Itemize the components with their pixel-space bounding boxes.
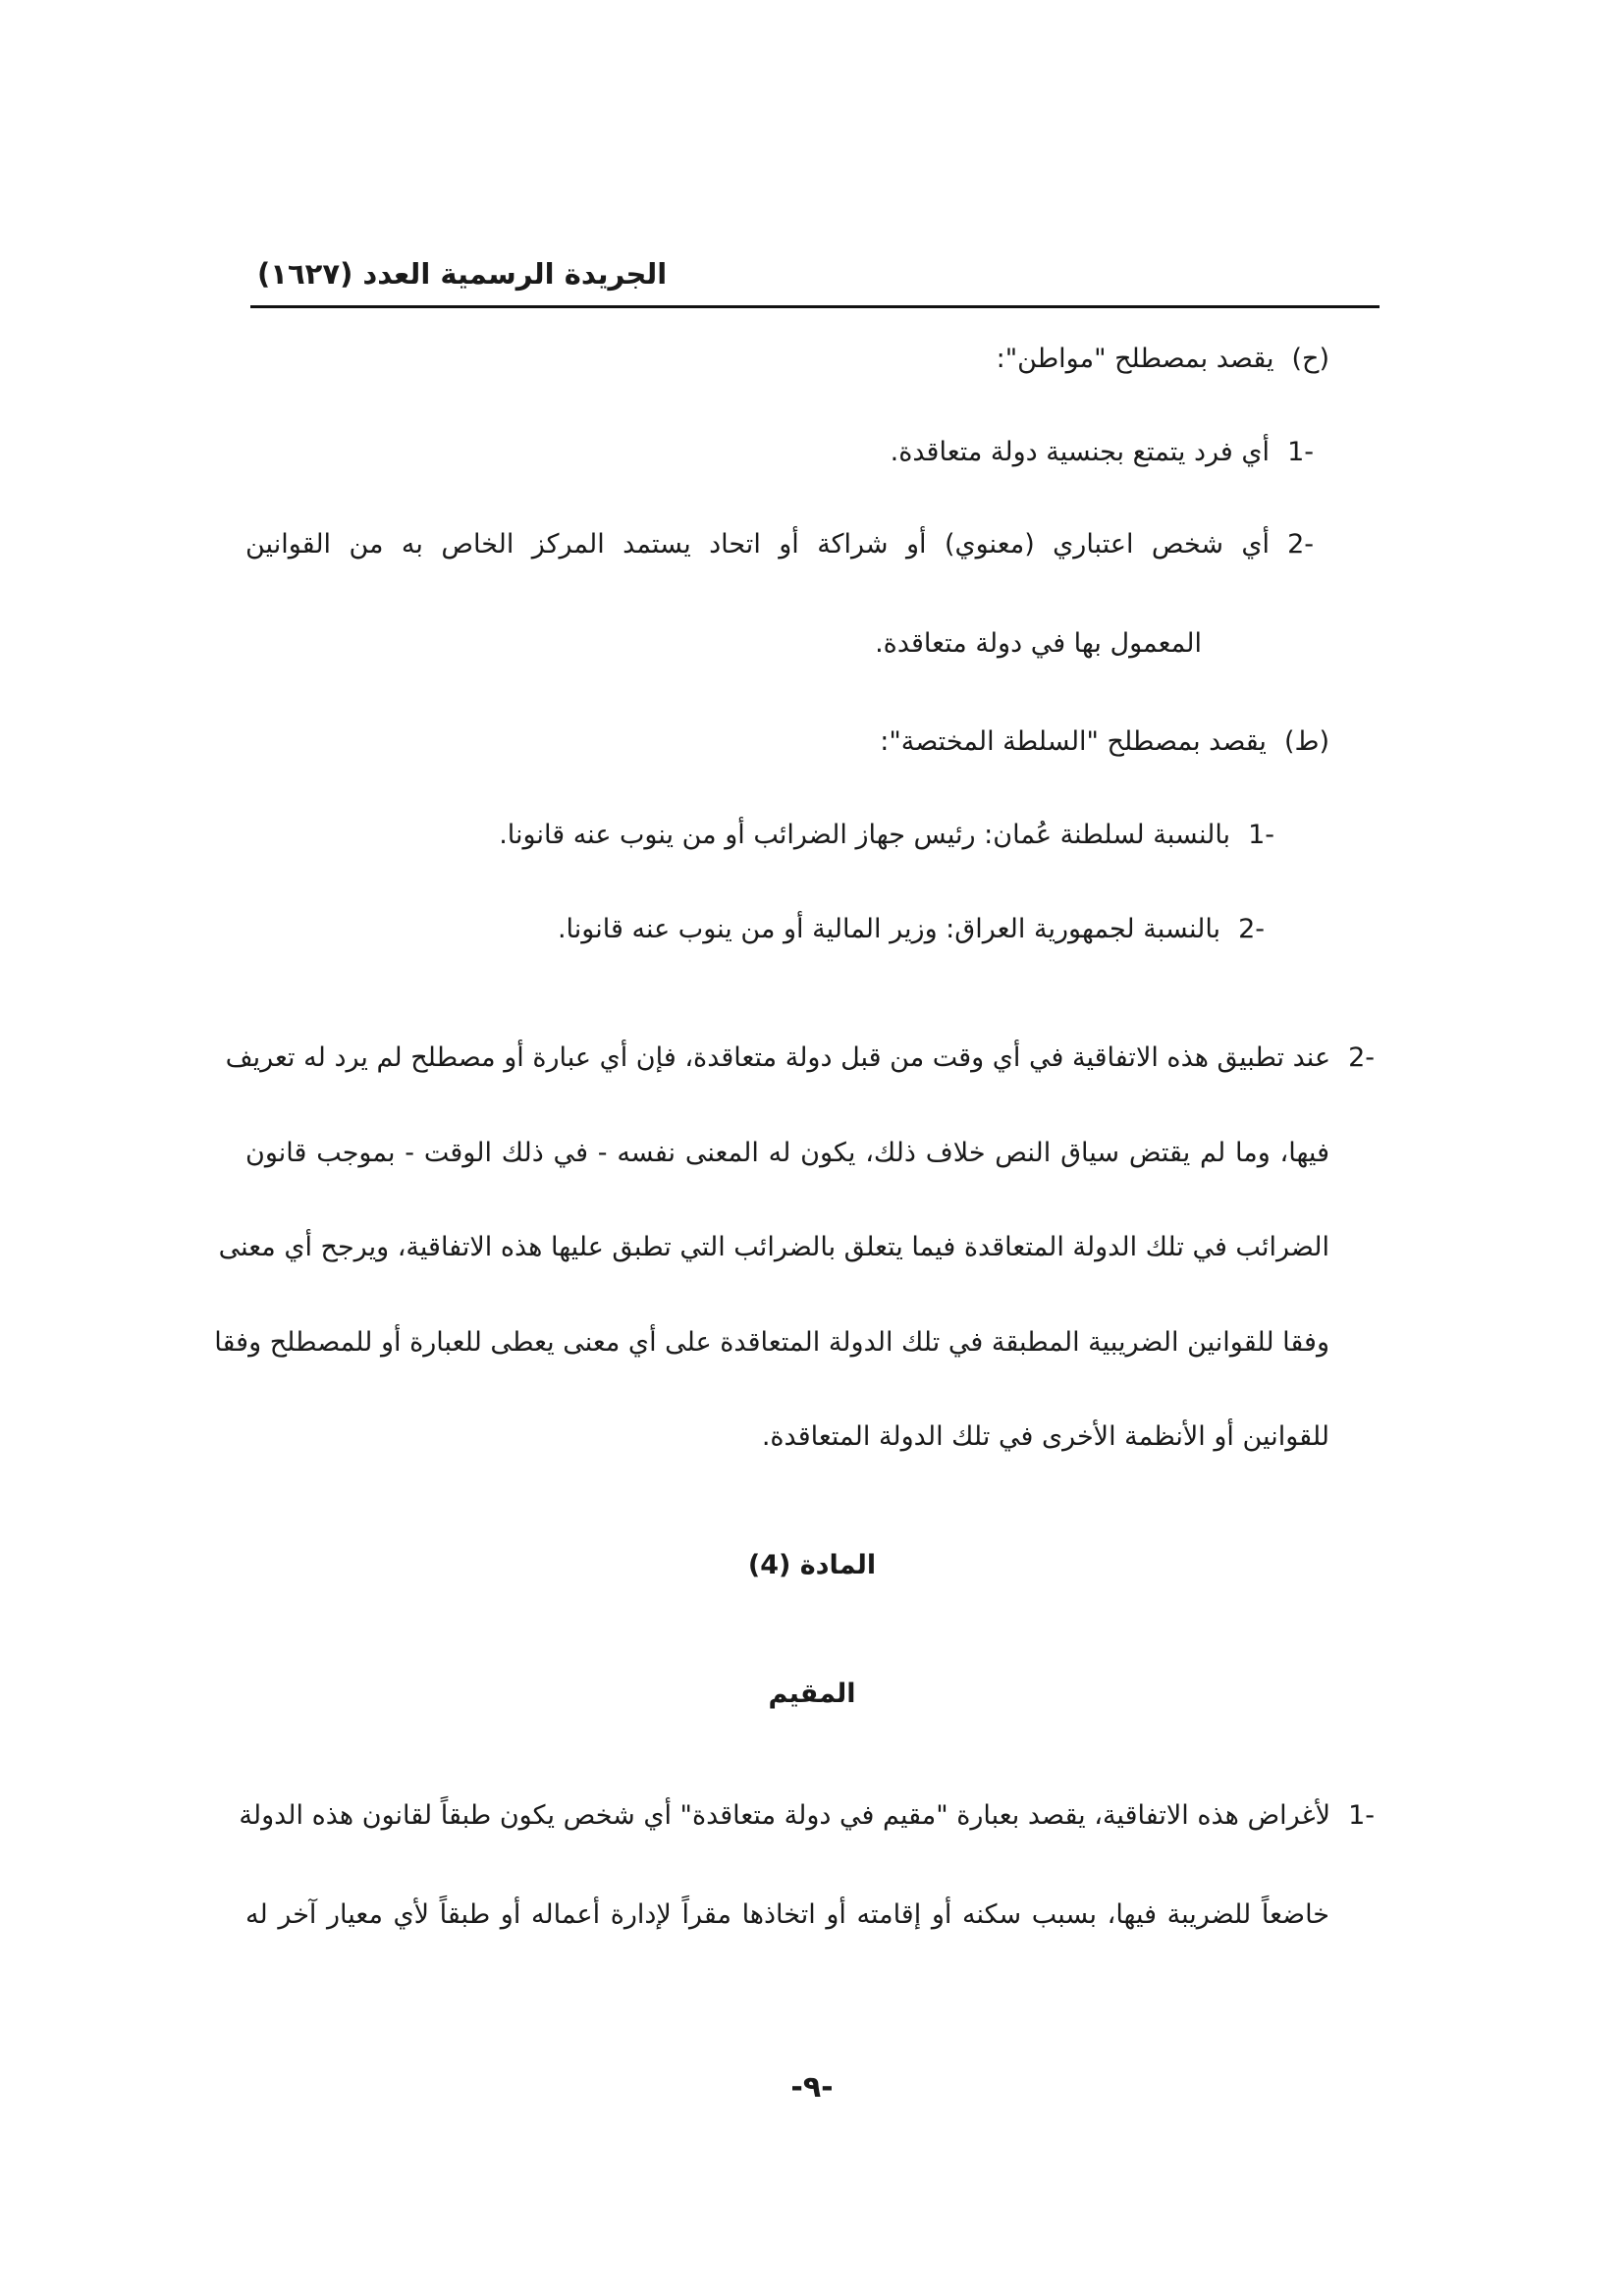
item-t-2 [558, 910, 1265, 949]
para-2-line-4: وفقا للقوانين الضريبية المطبقة في تلك الدولة المتعاقدة على أي معنى يعطى للعبارة أو للمصطلح وفقا [214, 1327, 1329, 1358]
item-t-text: يقصد بمصطلح "السلطة المختصة": [880, 726, 1267, 757]
article-subtitle: المقيم [768, 1679, 856, 1709]
item-t-label: (ط) [1283, 726, 1329, 757]
item-h-1 [891, 433, 1314, 472]
item-h-2-line-1 [245, 525, 1314, 564]
item-h-1-text: أي فرد يتمتع بجنسية دولة متعاقدة. [890, 437, 1271, 467]
art4-para-1-text-1: لأغراض هذه الاتفاقية، يقصد بعبارة "مقيم في دولة متعاقدة" أي شخص يكون طبقاً لقانون هذه الدولة [239, 1800, 1331, 1831]
para-2-number: -2 [1348, 1042, 1375, 1073]
item-t-1-text: بالنسبة لسلطنة عُمان: رئيس جهاز الضرائب أو من ينوب عنه قانونا. [499, 820, 1231, 850]
art4-para-1-number: -1 [1348, 1800, 1375, 1831]
item-t-1-number: -1 [1248, 820, 1274, 850]
item-h-2-text-1: أي شخص اعتباري (معنوي) أو شراكة أو اتحاد يستمد المركز الخاص به من القوانين [245, 529, 1271, 560]
para-2-line-2: فيها، وما لم يقتض سياق النص خلاف ذلك، يكون له المعنى نفسه - في ذلك الوقت - بموجب قانون [245, 1138, 1329, 1168]
para-2-text-1: عند تطبيق هذه الاتفاقية في أي وقت من قبل دولة متعاقدة، فإن أي عبارة أو مصطلح لم يرد له تعريف [225, 1042, 1331, 1073]
para-2-line-1 [225, 1039, 1375, 1078]
item-t [880, 722, 1329, 762]
page-number: -٩- [790, 2070, 834, 2105]
para-2-line-5: للقوانين أو الأنظمة الأخرى في تلك الدولة المتعاقدة. [761, 1421, 1329, 1452]
item-h-text: يقصد بمصطلح "مواطن": [996, 344, 1274, 374]
item-t-2-text: بالنسبة لجمهورية العراق: وزير المالية أو من ينوب عنه قانونا. [557, 914, 1221, 944]
item-t-2-number: -2 [1238, 914, 1265, 944]
item-h-2-number: -2 [1287, 529, 1314, 560]
gazette-header-title: الجريدة الرسمية العدد (١٦٢٧) [257, 257, 668, 291]
art4-para-1-line-1 [239, 1796, 1375, 1836]
item-h-label: (ح) [1291, 344, 1329, 374]
art4-para-1-line-2: خاضعاً للضريبة فيها، بسبب سكنه أو إقامته أو اتخاذها مقراً لإدارة أعماله أو طبقاً لأي معيار آخر له [245, 1899, 1329, 1930]
article-title: المادة (4) [747, 1550, 877, 1580]
item-t-1 [499, 816, 1274, 855]
para-2-line-3: الضرائب في تلك الدولة المتعاقدة فيما يتعلق بالضرائب التي تطبق عليها هذه الاتفاقية، ويرجح أي معنى [218, 1232, 1329, 1262]
item-h-1-number: -1 [1287, 437, 1314, 467]
item-h-2-line-2: المعمول بها في دولة متعاقدة. [875, 628, 1202, 659]
header-divider [250, 305, 1380, 308]
item-h [997, 340, 1329, 379]
